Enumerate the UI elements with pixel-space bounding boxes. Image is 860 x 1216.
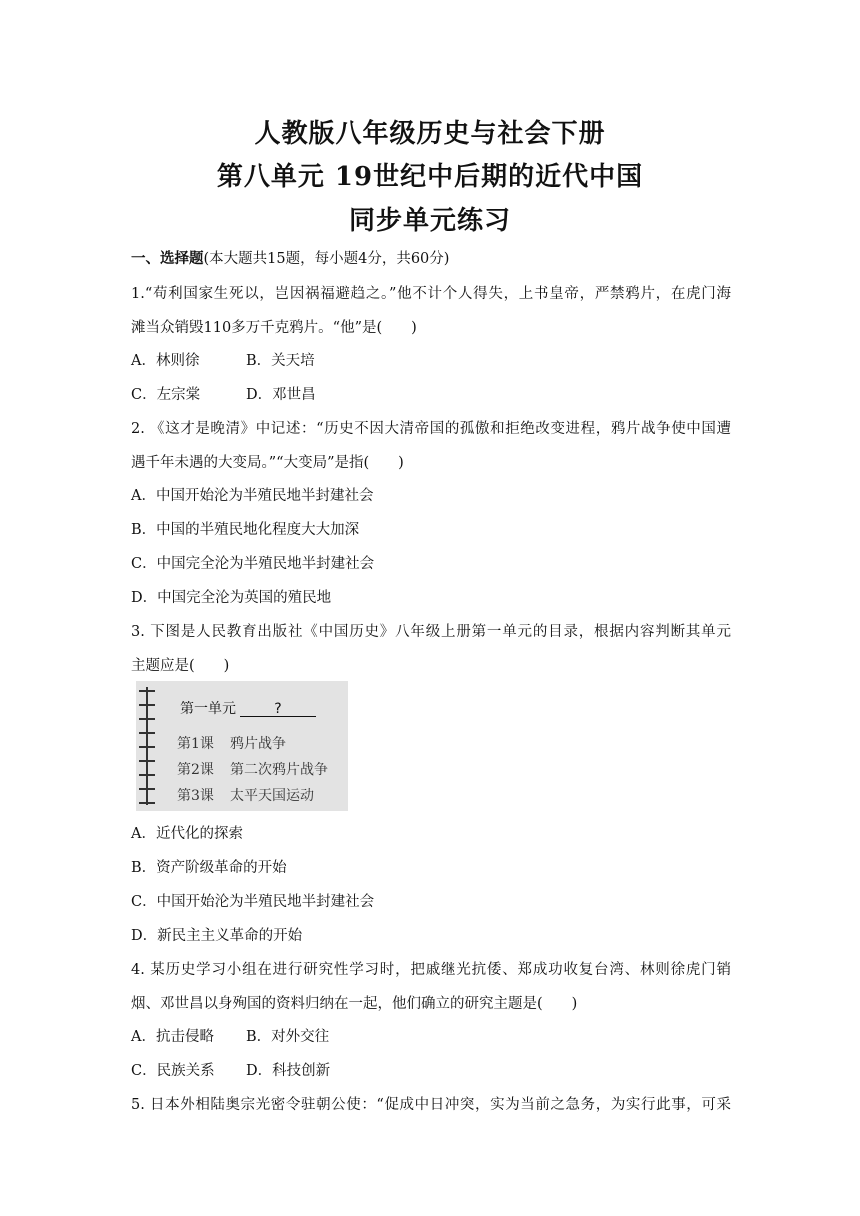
q3-option-d: D．新民主主义革命的开始 (131, 928, 303, 944)
q2-stem-line-2: 遇千年未遇的大变局。”“大变局”是指( ) (131, 455, 404, 471)
figure-unit-blank: ? (240, 702, 316, 717)
q2-option-c: C．中国完全沦为半殖民地半封建社会 (131, 556, 375, 572)
q5-stem-line-1: 5. 日本外相陆奥宗光密令驻朝公使：“促成中日冲突，实为当前之急务，为实行此事，可采 (131, 1097, 731, 1113)
section-header (131, 247, 731, 268)
lesson-number: 第3课 (177, 788, 214, 804)
q1-options-row-2 (131, 383, 731, 404)
section-heading: 一、选择题 (131, 250, 204, 267)
q4-option-d: D．科技创新 (246, 1063, 331, 1079)
q1-stem-line-2: 滩当众销毁110多万千克鸦片。“他”是( ) (131, 320, 417, 336)
lesson-number: 第2课 (177, 762, 214, 778)
q1-options-row-1 (131, 349, 731, 370)
q4-stem-line-1: 4. 某历史学习小组在进行研究性学习时，把戚继光抗倭、郑成功收复台湾、林则徐虎门销 (131, 962, 731, 978)
figure-lesson-1 (177, 733, 286, 753)
q3-option-a: A．近代化的探索 (131, 826, 243, 842)
lesson-number: 第1课 (177, 736, 214, 752)
q4-stem-line-2: 烟、邓世昌以身殉国的资料归纳在一起，他们确立的研究主题是( ) (131, 996, 578, 1012)
lesson-title: 鸦片战争 (230, 736, 286, 752)
notebook-rings-icon (136, 685, 158, 807)
q2-stem-line-1: 2. 《这才是晚清》中记述：“历史不因大清帝国的孤傲和拒绝改变进程，鸦片战争使中国遭 (131, 421, 731, 437)
textbook-contents-figure (136, 681, 348, 811)
figure-lesson-2 (177, 759, 328, 779)
section-note: (本大题共15题，每小题4分，共60分) (203, 251, 450, 267)
unit-title: 第八单元 19世纪中后期的近代中国 (216, 162, 644, 192)
q2-option-a: A．中国开始沦为半殖民地半封建社会 (131, 488, 374, 504)
lesson-title: 第二次鸦片战争 (230, 762, 328, 778)
lesson-title: 太平天国运动 (230, 788, 314, 804)
q4-options-row-2 (131, 1059, 731, 1080)
q3-option-c: C．中国开始沦为半殖民地半封建社会 (131, 894, 375, 910)
figure-unit-heading (180, 698, 316, 718)
q4-options-row-1 (131, 1025, 731, 1046)
figure-lesson-3 (177, 785, 314, 805)
q2-option-d: D．中国完全沦为英国的殖民地 (131, 590, 332, 606)
q1-stem-line-1: 1.“苟利国家生死以，岂因祸福避趋之。”他不计个人得失，上书皇帝，严禁鸦片，在虎门海 (131, 286, 731, 302)
q4-option-c: C．民族关系 (131, 1063, 215, 1079)
q3-stem-line-1: 3. 下图是人民教育出版社《中国历史》八年级上册第一单元的目录，根据内容判断其单元 (131, 624, 731, 640)
q3-option-b: B．资产阶级革命的开始 (131, 860, 287, 876)
q1-option-a: A．林则徐 (131, 353, 200, 369)
q1-option-b: B．关天培 (246, 353, 315, 369)
figure-unit-label: 第一单元 (180, 701, 236, 717)
exercise-title: 同步单元练习 (348, 206, 511, 236)
q3-stem-line-2: 主题应是( ) (131, 658, 230, 674)
q2-option-b: B．中国的半殖民地化程度大大加深 (131, 522, 360, 538)
q4-option-b: B．对外交往 (246, 1029, 330, 1045)
q1-option-d: D．邓世昌 (246, 387, 316, 403)
q1-option-c: C．左宗棠 (131, 387, 201, 403)
q4-option-a: A．抗击侵略 (131, 1029, 214, 1045)
document-title: 人教版八年级历史与社会下册 (254, 119, 606, 149)
